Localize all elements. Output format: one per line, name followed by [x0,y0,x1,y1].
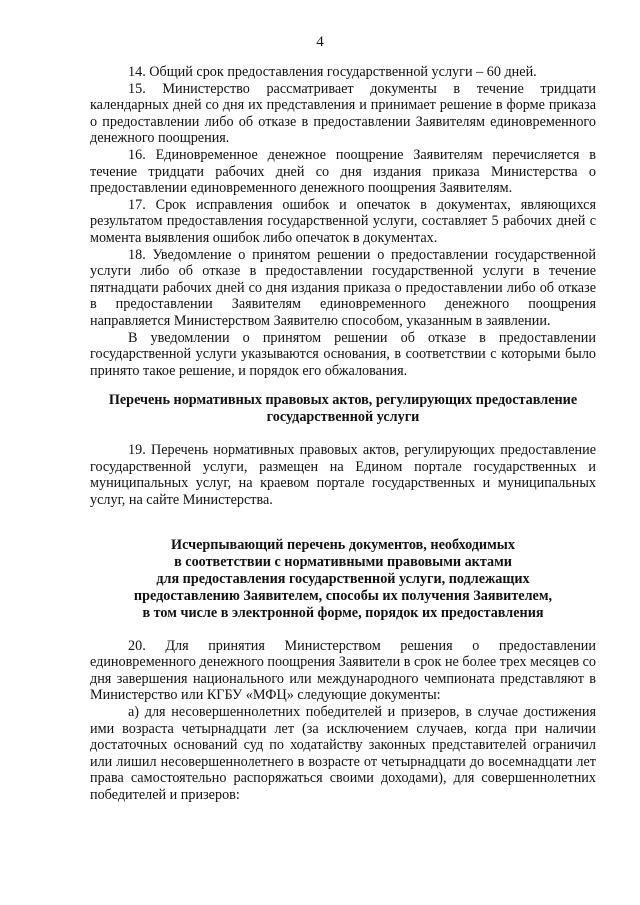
heading-line: для предоставления государственной услуги, подлежащих [156,570,530,587]
paragraph-20: 20. Для принятия Министерством решения о предоставлении единовременного денежного поощрения Заявители в срок не более трех месяцев со дня завершения национального или международного чемпионата представляют в Министерство или КГБУ «МФЦ» следующие документы: [90,637,596,704]
paragraph-15: 15. Министерство рассматривает документы в течение тридцати календарных дней со дня их представления и принимает решение в форме приказа о предоставлении либо об отказе в предоставлении Заявителям единовременного денежного поощрения. [90,80,596,147]
section-heading-documents [90,537,596,622]
page-number: 4 [316,34,324,50]
document-body [90,64,596,804]
paragraph-14: 14. Общий срок предоставления государственной услуги – 60 дней. [128,64,537,80]
paragraph-20a: а) для несовершеннолетних победителей и призеров, в случае достижения ими возраста четырнадцати лет (за исключением случаев, когда при наличии достаточных оснований суд по ходатайству законных представителей ограничил или лишил несовершеннолетнего в возрасте от четырнадцати до восемнадцати лет права самостоятельно распоряжаться своими доходами), для совершеннолетних победителей и призеров: [90,704,596,803]
heading-line: в том числе в электронной форме, порядок их предоставления [142,604,544,621]
heading-line: Исчерпывающий перечень документов, необходимых [171,536,515,553]
section-heading-legal-acts [90,392,596,426]
heading-line: Перечень нормативных правовых актов, регулирующих предоставление [108,392,578,409]
heading-line: государственной услуги [266,409,420,426]
paragraph-18: 18. Уведомление о принятом решении о предоставлении государственной услуги либо об отказе в предоставлении государственной услуги в течение пятнадцати рабочих дней со дня издания приказа о предоставлении либо об отказе в предоставлении Заявителям единовременного денежного поощрения направляется Министерством Заявителю способом, указанным в заявлении. [90,246,596,329]
heading-line: предоставлению Заявителем, способы их получения Заявителем, [133,587,553,604]
paragraph-17: 17. Срок исправления ошибок и опечаток в документах, являющихся результатом предоставления государственной услуги, составляет 5 рабочих дней с момента выявления ошибок либо опечаток в документах. [90,196,596,246]
heading-line: в соответствии с нормативными правовыми актами [174,553,512,570]
paragraph-16: 16. Единовременное денежное поощрение Заявителям перечисляется в течение тридцати рабочих дней со дня издания приказа Министерства о предоставлении единовременного денежного поощрения Заявителям. [90,146,596,197]
paragraph-19: 19. Перечень нормативных правовых актов, регулирующих предоставление государственной услуги, размещен на Едином портале государственных и муниципальных услуг, на краевом портале государственных и муниципальных услуг, на сайте Министерства. [90,442,596,509]
paragraph-18-notice: В уведомлении о принятом решении об отказе в предоставлении государственной услуги указываются основания, в соответствии с которыми было принято такое решение, и порядок его обжалования. [90,329,596,379]
